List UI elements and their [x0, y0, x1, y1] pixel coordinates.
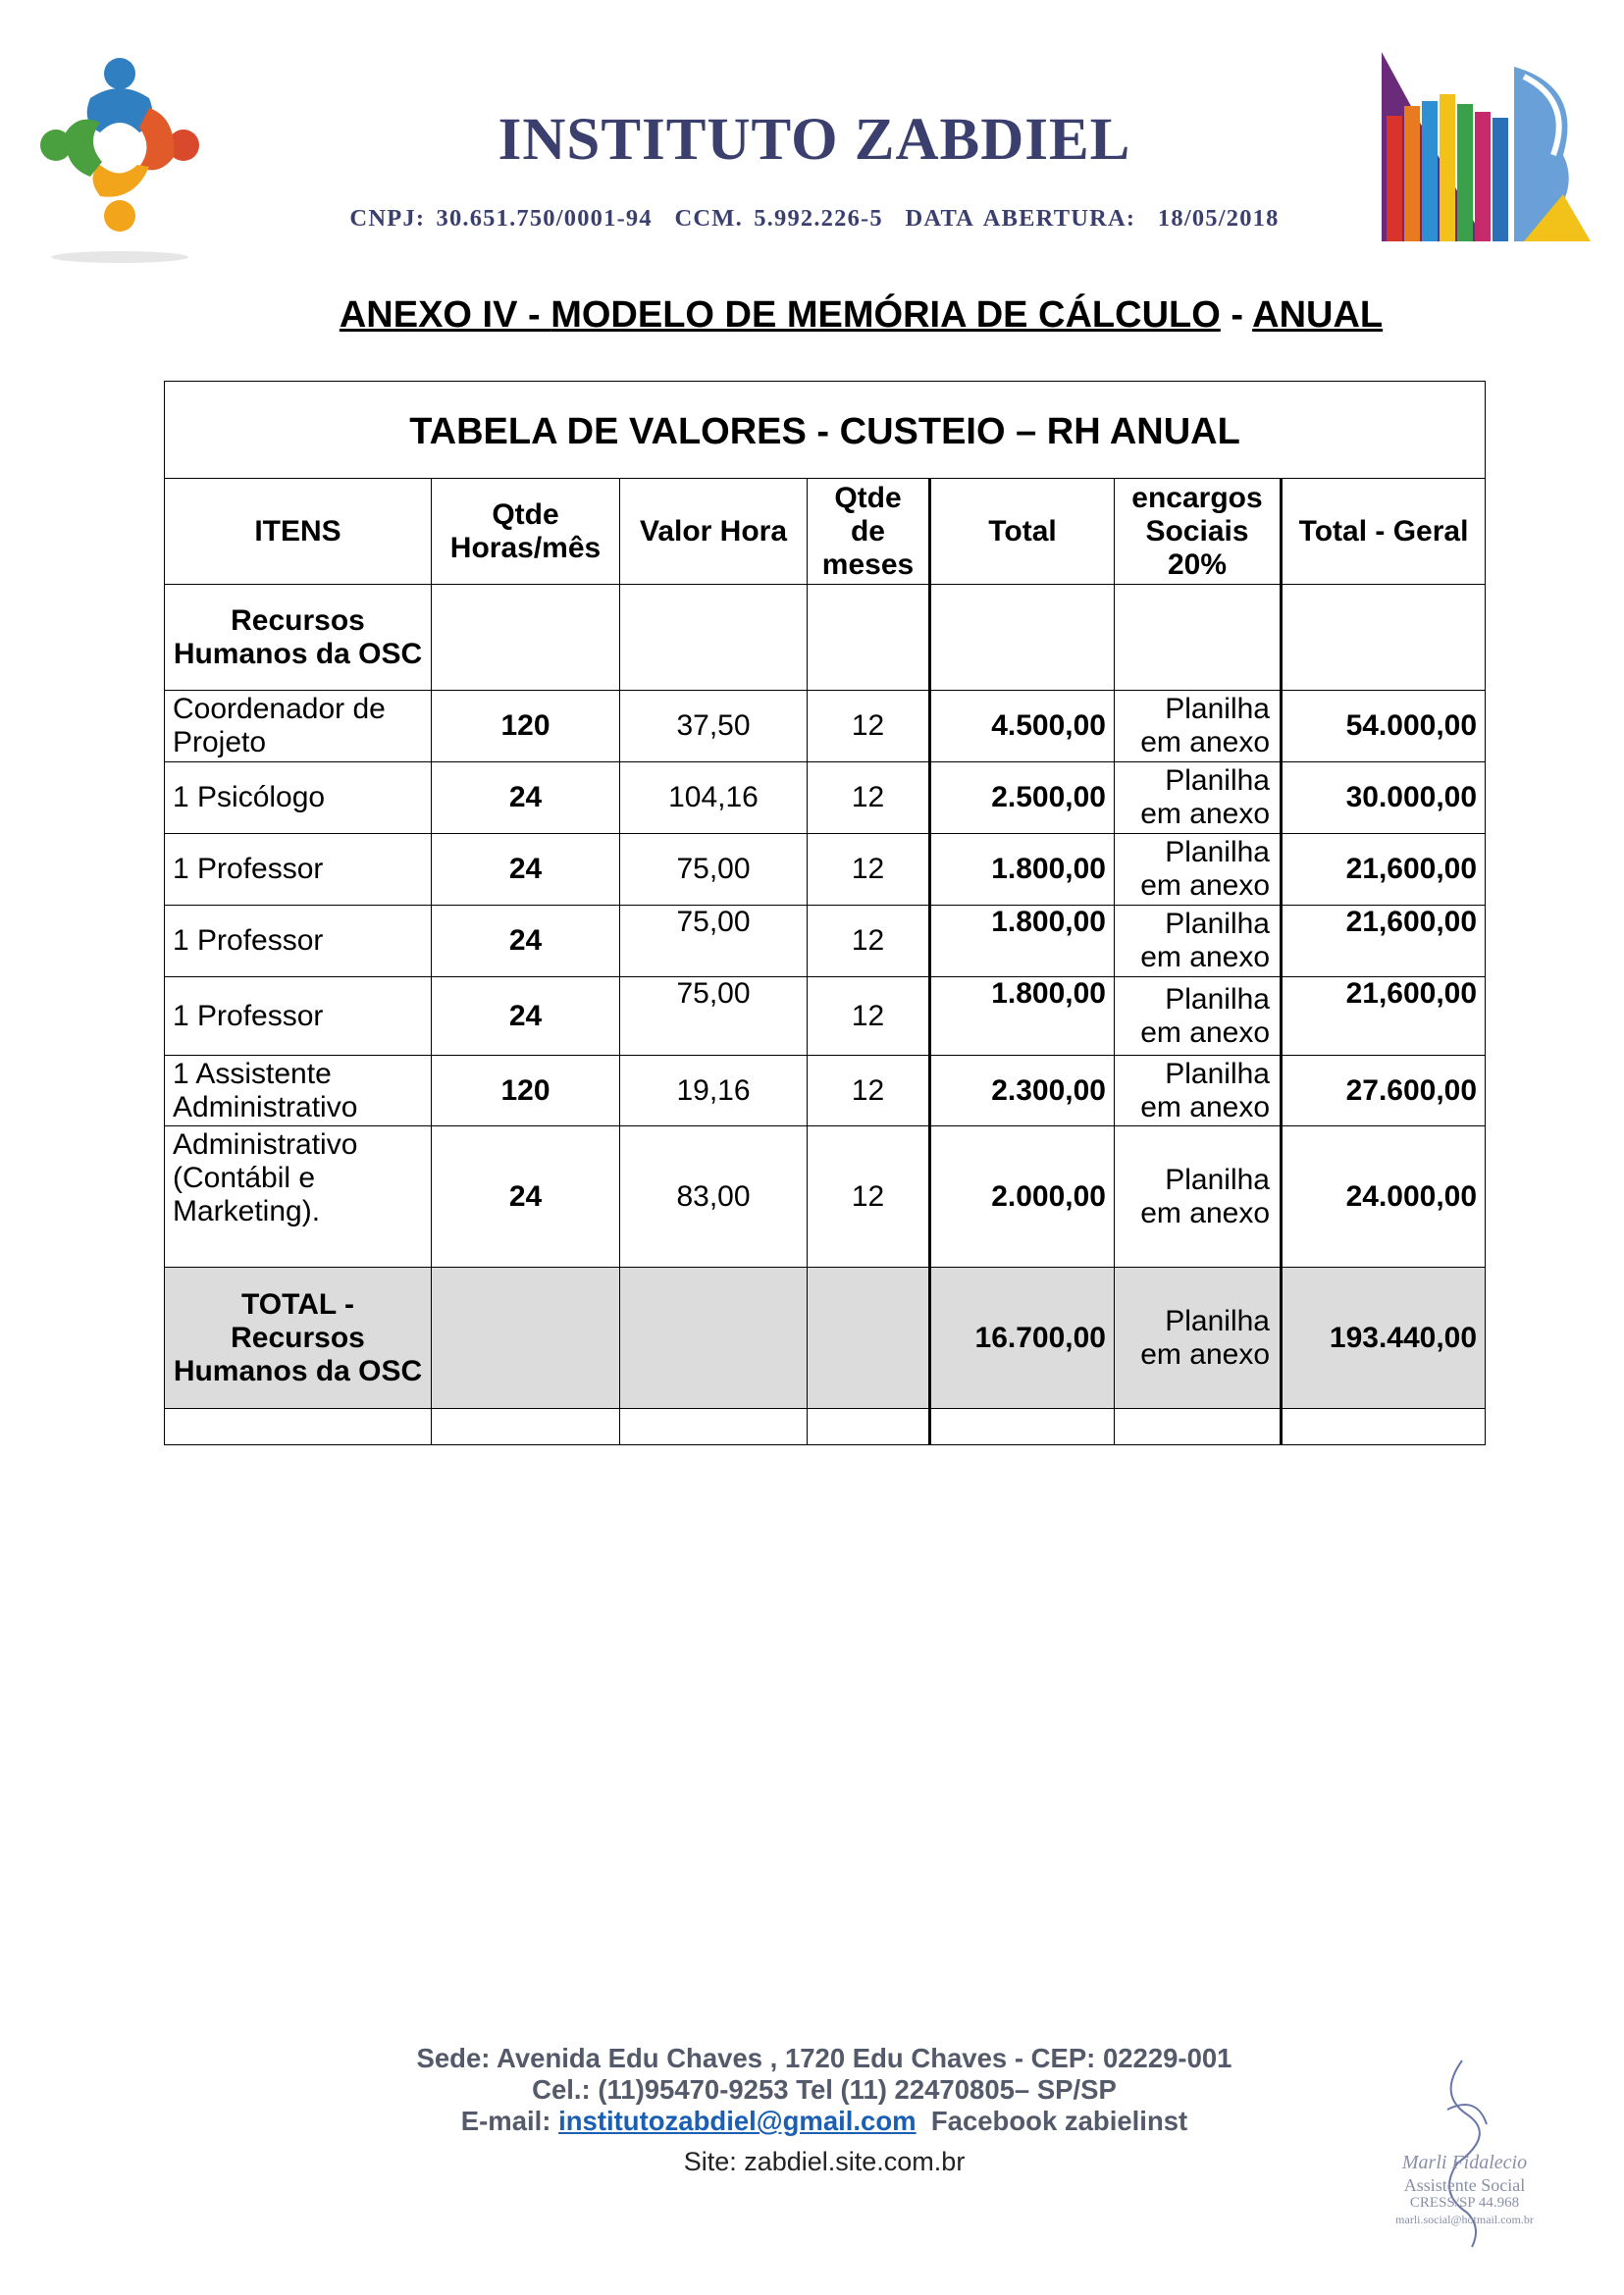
row-hours: 120: [432, 1056, 620, 1126]
row-charges: Planilha em anexo: [1115, 906, 1282, 977]
row-months: 12: [808, 691, 930, 762]
footer-email-line: [294, 2106, 1354, 2137]
row-item: 1 Professor: [165, 834, 432, 906]
row-total: 1.800,00: [930, 906, 1115, 977]
footer-email-link[interactable]: institutozabdiel@gmail.com: [558, 2106, 917, 2136]
row-rate: 19,16: [620, 1056, 808, 1126]
footer-email-label: E-mail:: [460, 2106, 551, 2136]
row-rate: 37,50: [620, 691, 808, 762]
stamp-registration: CRESS/SP 44.968: [1409, 2195, 1520, 2211]
totals-label: TOTAL - Recursos Humanos da OSC: [165, 1268, 432, 1409]
column-header-charges: encargos Sociais 20%: [1115, 479, 1282, 585]
organization-registry: CNPJ: 30.651.750/0001-94 CCM. 5.992.226-5 DATA ABERTURA: 18/05/2018: [349, 205, 1280, 232]
annex-title-suffix: ANUAL: [1252, 294, 1384, 336]
row-charges: Planilha em anexo: [1115, 834, 1282, 906]
totals-grand-total: 193.440,00: [1282, 1268, 1486, 1409]
signature-stamp: [1369, 2056, 1560, 2252]
annex-title-middle: MODELO DE MEMÓRIA DE CÁLCULO: [550, 294, 1221, 336]
row-total: 2.000,00: [930, 1126, 1115, 1268]
footer-site: Site: zabdiel.site.com.br: [683, 2147, 966, 2176]
row-total: 1.800,00: [930, 834, 1115, 906]
row-hours: 120: [432, 691, 620, 762]
organization-name: INSTITUTO ZABDIEL: [498, 107, 1131, 173]
row-charges: Planilha em anexo: [1115, 1056, 1282, 1126]
row-hours: 24: [432, 762, 620, 834]
row-item: Coordenador de Projeto: [165, 691, 432, 762]
row-rate: 75,00: [620, 906, 808, 977]
column-header-total: Total: [930, 479, 1115, 585]
table-row: [165, 691, 1486, 762]
table-row: [165, 977, 1486, 1056]
row-total: 2.300,00: [930, 1056, 1115, 1126]
totals-row: [165, 1268, 1486, 1409]
row-hours: 24: [432, 906, 620, 977]
row-rate: 75,00: [620, 977, 808, 1056]
hr-cost-table: [164, 381, 1486, 1445]
row-item: 1 Assistente Administrativo: [165, 1056, 432, 1126]
footer-address: Sede: Avenida Edu Chaves , 1720 Edu Chaves - CEP: 02229-001: [416, 2043, 1232, 2073]
row-hours: 24: [432, 977, 620, 1056]
row-item: 1 Professor: [165, 977, 432, 1056]
row-hours: 24: [432, 1126, 620, 1268]
row-months: 12: [808, 977, 930, 1056]
stamp-signature: Marli Fidalecio: [1401, 2152, 1528, 2173]
row-months: 12: [808, 1056, 930, 1126]
row-item: Administrativo (Contábil e Marketing).: [165, 1126, 432, 1268]
row-total: 4.500,00: [930, 691, 1115, 762]
table-row: [165, 1056, 1486, 1126]
column-header-hours: Qtde Horas/mês: [432, 479, 620, 585]
row-item: 1 Psicólogo: [165, 762, 432, 834]
row-grand-total: 54.000,00: [1282, 691, 1486, 762]
annex-title: [196, 294, 1526, 337]
totals-total: 16.700,00: [930, 1268, 1115, 1409]
row-charges: Planilha em anexo: [1115, 1126, 1282, 1268]
hands-logo: [1377, 47, 1593, 243]
table-caption: TABELA DE VALORES - CUSTEIO – RH ANUAL: [165, 382, 1486, 479]
institute-logo: [22, 39, 218, 265]
row-charges: Planilha em anexo: [1115, 977, 1282, 1056]
row-rate: 75,00: [620, 834, 808, 906]
row-item: 1 Professor: [165, 906, 432, 977]
row-months: 12: [808, 906, 930, 977]
row-grand-total: 21,600,00: [1282, 906, 1486, 977]
annex-title-prefix: ANEXO IV -: [339, 294, 551, 336]
annex-title-separator: -: [1220, 294, 1253, 336]
table-row: [165, 834, 1486, 906]
row-total: 1.800,00: [930, 977, 1115, 1056]
footer-contact: [294, 2043, 1354, 2137]
row-rate: 104,16: [620, 762, 808, 834]
section-label: Recursos Humanos da OSC: [165, 585, 432, 691]
empty-row: [165, 1409, 1486, 1445]
column-header-items: ITENS: [165, 479, 432, 585]
row-charges: Planilha em anexo: [1115, 762, 1282, 834]
totals-charges: Planilha em anexo: [1115, 1268, 1282, 1409]
table-row: [165, 906, 1486, 977]
footer-phones: Cel.: (11)95470-9253 Tel (11) 22470805– SP/SP: [532, 2074, 1117, 2105]
table-row: [165, 1126, 1486, 1268]
row-months: 12: [808, 1126, 930, 1268]
row-total: 2.500,00: [930, 762, 1115, 834]
row-months: 12: [808, 834, 930, 906]
row-months: 12: [808, 762, 930, 834]
section-row: [165, 585, 1486, 691]
footer-facebook: Facebook zabielinst: [930, 2106, 1188, 2136]
column-header-months: Qtde de meses: [808, 479, 930, 585]
stamp-email: marli.social@hotmail.com.br: [1395, 2213, 1534, 2226]
table-row: [165, 762, 1486, 834]
table-header-row: [165, 479, 1486, 585]
row-rate: 83,00: [620, 1126, 808, 1268]
column-header-grand-total: Total - Geral: [1282, 479, 1486, 585]
row-grand-total: 30.000,00: [1282, 762, 1486, 834]
row-grand-total: 21,600,00: [1282, 977, 1486, 1056]
row-hours: 24: [432, 834, 620, 906]
column-header-rate: Valor Hora: [620, 479, 808, 585]
row-grand-total: 27.600,00: [1282, 1056, 1486, 1126]
stamp-role: Assistente Social: [1403, 2175, 1526, 2195]
row-grand-total: 21,600,00: [1282, 834, 1486, 906]
row-grand-total: 24.000,00: [1282, 1126, 1486, 1268]
row-charges: Planilha em anexo: [1115, 691, 1282, 762]
